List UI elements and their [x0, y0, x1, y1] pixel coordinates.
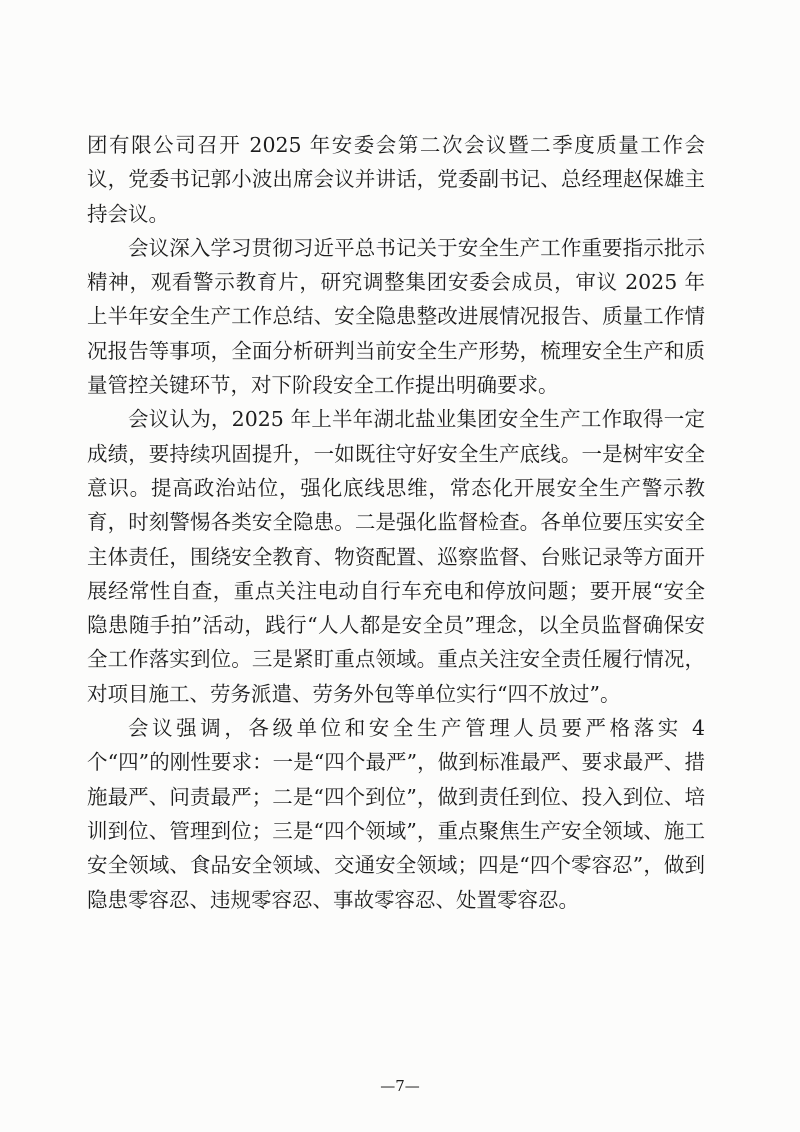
page-number: —7—	[380, 1077, 420, 1095]
paragraph-meeting-assessment: 会议认为，2025 年上半年湖北盐业集团安全生产工作取得一定成绩，要持续巩固提升，一如既往守好安全生产底线。一是树牢安全意识。提高政治站位，强化底线思维，常态化开展安全生产警示教育，时刻警惕各类安全隐患。二是强化监督检查。各单位要压实安全主体责任，围绕安全教育、物资配置、巡察监督、台账记录等方面开展经常性自查，重点关注电动自行车充电和停放问题；要开展“安全隐患随手拍”活动，践行“人人都是安全员”理念，以全员监督确保安全工作落实到位。三是紧盯重点领域。重点关注安全责任履行情况，对项目施工、劳务派遣、劳务外包等单位实行“四不放过”。	[87, 407, 705, 706]
paragraph-meeting-emphasis: 会议强调，各级单位和安全生产管理人员要严格落实 4 个“四”的刚性要求：一是“四个最严”，做到标准最严、要求最严、措施最严、问责最严；二是“四个到位”，做到责任到位、投入到位、培训到位、管理到位；三是“四个领域”，重点聚焦生产安全领域、施工安全领域、食品安全领域、交通安全领域；四是“四个零容忍”，做到隐患零容忍、违规零容忍、事故零容忍、处置零容忍。	[87, 716, 705, 912]
document-body	[87, 128, 705, 917]
paragraph-meeting-study: 会议深入学习贯彻习近平总书记关于安全生产工作重要指示批示精神，观看警示教育片，研究调整集团安委会成员，审议 2025 年上半年安全生产工作总结、安全隐患整改进展情况报告、质量工作情况报告等事项，全面分析研判当前安全生产形势，梳理安全生产和质量管控关键环节，对下阶段安全工作提出明确要求。	[87, 235, 705, 398]
paragraph-continuation: 团有限公司召开 2025 年安委会第二次会议暨二季度质量工作会议，党委书记郭小波出席会议并讲话，党委副书记、总经理赵保雄主持会议。	[87, 133, 705, 226]
